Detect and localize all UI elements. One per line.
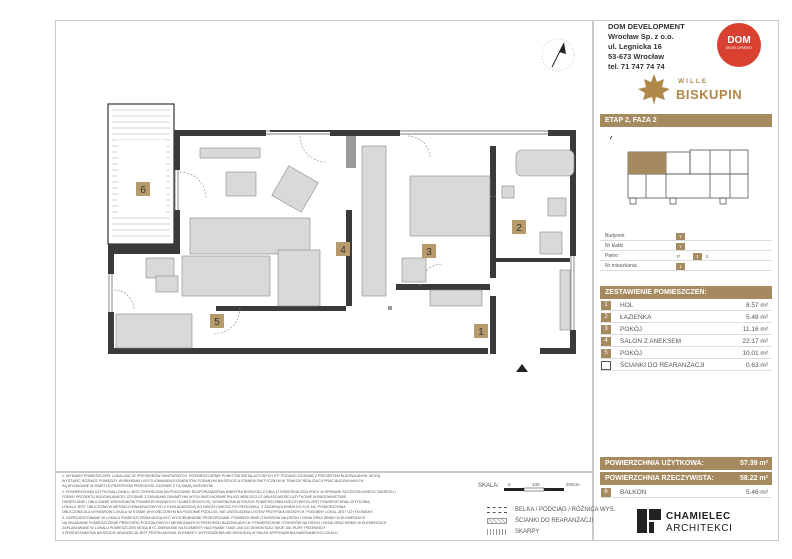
- beam-swatch-icon: [487, 507, 507, 513]
- architect-name: CHAMIELEC: [666, 511, 731, 522]
- project-name-line1: WILLE: [678, 78, 709, 85]
- scale-tick-100: 100: [532, 482, 540, 487]
- project-name-line2: BISKUPIN: [676, 87, 743, 102]
- room-row: 4 SALON Z ANEKSEM 22.17 m²: [600, 336, 772, 347]
- dom-development-logo: [717, 23, 761, 67]
- param-staircase: Nr klatki Y: [600, 242, 772, 251]
- param-floor: Piętro P 1 2: [600, 252, 772, 261]
- room-row: 2 ŁAZIENKA 5.48 m²: [600, 312, 772, 323]
- architect-sub: ARCHITEKCI: [666, 523, 733, 534]
- maple-leaf-icon: [636, 72, 672, 106]
- key-plan-highlight: [628, 152, 666, 174]
- company-legal: Wrocław Sp. z o.o.: [608, 32, 674, 41]
- total-usable: POWIERZCHNIA UŻYTKOWA: 57.39 m²: [600, 457, 772, 470]
- key-plan-north-icon: [610, 136, 612, 148]
- room-label-4: 4: [340, 245, 346, 256]
- room-label-2: 2: [516, 223, 522, 234]
- room-label-6: 6: [140, 185, 146, 196]
- legend-beam: BELKA / PODCIĄG / RÓŻNICA WYS.: [487, 505, 615, 516]
- legend-rearrangement-walls: ŚCIANKI DO REARANŻACJI: [487, 516, 615, 527]
- room-row: 1 HOL 8.57 m²: [600, 300, 772, 311]
- company-info: [608, 22, 685, 72]
- param-building: Budynek Y: [600, 232, 772, 241]
- room-row: 3 POKÓJ 11.16 m²: [600, 324, 772, 335]
- scale-tick-0: 0: [508, 482, 511, 487]
- slopes-swatch-icon: [487, 529, 507, 535]
- param-apartment: Nr mieszkania 1: [600, 262, 772, 271]
- company-city: 53-673 Wrocław: [608, 52, 665, 61]
- scale-label: SKALA:: [478, 483, 500, 489]
- room-label-5: 5: [214, 317, 220, 328]
- north-arrow-icon: [542, 39, 574, 71]
- balcony-row: 6 BALKON 5.46 m²: [600, 487, 772, 498]
- scale-tick-200: 200cm: [566, 482, 580, 487]
- legend-slopes: SKARPY: [487, 527, 615, 538]
- company-phone: tel. 71 747 74 74: [608, 62, 665, 71]
- balcony: [108, 104, 174, 244]
- legend: [487, 505, 615, 538]
- chamielec-logo-icon: [637, 509, 661, 533]
- rooms-heading: ZESTAWIENIE POMIESZCZEŃ:: [600, 286, 772, 299]
- logo-main-text: DOM: [727, 35, 751, 46]
- company-name: DOM DEVELOPMENT: [608, 22, 685, 31]
- total-real: POWIERZCHNIA RZECZYWISTA: 58.22 m²: [600, 472, 772, 485]
- scale-bar: [478, 478, 588, 494]
- room-label-3: 3: [426, 247, 432, 258]
- company-street: ul. Legnicka 16: [608, 42, 662, 51]
- room-label-1: 1: [478, 327, 484, 338]
- notes: 1. WYMIARY POMIESZCZEŃ, LOKALIZACJE PRZYBORÓW SANITARNYCH, ROZMIESZCZENIE PUNKTÓW INSTALACYJNYCH ITP. PODANO ZGODNIE Z PROJEKTEM BUDOWLANYM. MOGĄ WYSTĄPIĆ RÓŻNICE POMIĘDZY WYMIARAMI I USYTUOWANIEM ELEMENTÓW PODANYMI NA RZUCIE A STANEM FAKTYCZNYM W TRAKCIE REALIZACJI PRAC BUDOWLANYCH. SĄ WYMAGANE W ŚWIETLE PRZEPISÓW PRZEGRÓD ZGODNIE Z TĄ SAMĄ SUROWYMI 2. POWIERZCHNIA UŻYTKOWA LOKALU JEST OKREŚLONA NA PODSTAWIE ROZPORZĄDZENIA MINISTRA ROZWOJU Z DNIA 11 WRZEŚNIA 2020 ROKU W SPRAWIE SZCZEGÓŁOWEGO ZAKRESU I FORMY PROJEKTU BUDOWLANEGO, ZGODNIE Z ZASADAMI ZAWARTYMI W POLSKIEJ NORMIE PN-ISO 9836:2022-07 (WŁAŚCIWOŚCI UŻYTKOWE W BUDOWNICTWIE. OKREŚLANIE I OBLICZANIE WSKAŹNIKÓW POWIERZCHNIOWYCH I KUBATUROWYCH). WYMIENIONA W RZUCIE POWIERZCHNIA RZECZYWISTA JEST POWIERZCHNIĄ UŻYTKOWĄ LOKALU JEST OBLICZONA W METRACH KWADRATOWYCH Z DOKŁADNOŚCIĄ DO DWÓCH MIEJSC PO PRZECINKU, Z ZAOKRĄGLENIEM DO 0,01 M2, POWIERZCHNIA OBLICZONA DLA WYMIARÓW LOKALU W STANIE WYKOŃCZONYM NA POZIOMIE PODŁOGI, NIE UWZGLĘDNIA LISTEW PRZYPODŁOGOWYCH. PODOBNY LOKAL JEST UŻYTKOWANY 3. ZAPROJEKTOWANE W LOKALU POMIESZCZENIA MOGĄ BYĆ WYODRĘBNIONE PRZEGRODAMI. POWIERZCHNIE OTWORÓW NA DRZWI I OKNA ORAZ WNĘKI W ELEMENTACH NA SKŁADANIE POMIESZCZENIE PRZEGRÓD PODZIAŁOWYCH NIEWIDZIANYCH PRZEGRÓD BUDOWLANYCH. POWIERZCHNIE OTWORÓW NA DRZWI I OKNA ORAZ WNĘKI W ELEMENTACH ZAPLANOWANE W LOKALU POMIESZCZEŃ MOGĄ BYĆ ZMIENIONE NA ELEMENTY NAZYWANE TAKIE JAK DO DEMONTAŻU TAKIE JAK RURY, PRZEWODY. 3 PRZEDSTAWIONA NA RZUCIE ARANŻACJA JEST PRZYKŁADOWA. ELEMENTY WYPOSAŻENIA NIE WCHODZĄ W SKŁAD WYPOSAŻENIA NABYWANEGO LOKALU.: [62, 474, 396, 536]
- room-row: 5 POKÓJ 10.01 m²: [600, 348, 772, 359]
- room-row: ŚCIANKI DO REARANŻACJI 0.63 m²: [600, 360, 772, 371]
- stage-bar: ETAP 2, FAZA 2: [600, 114, 772, 127]
- key-plan: [610, 136, 770, 214]
- logo-sub-text: DEVELOPMENT: [725, 46, 753, 50]
- walls-swatch-icon: [487, 518, 507, 524]
- entrance-marker-icon: [516, 364, 528, 372]
